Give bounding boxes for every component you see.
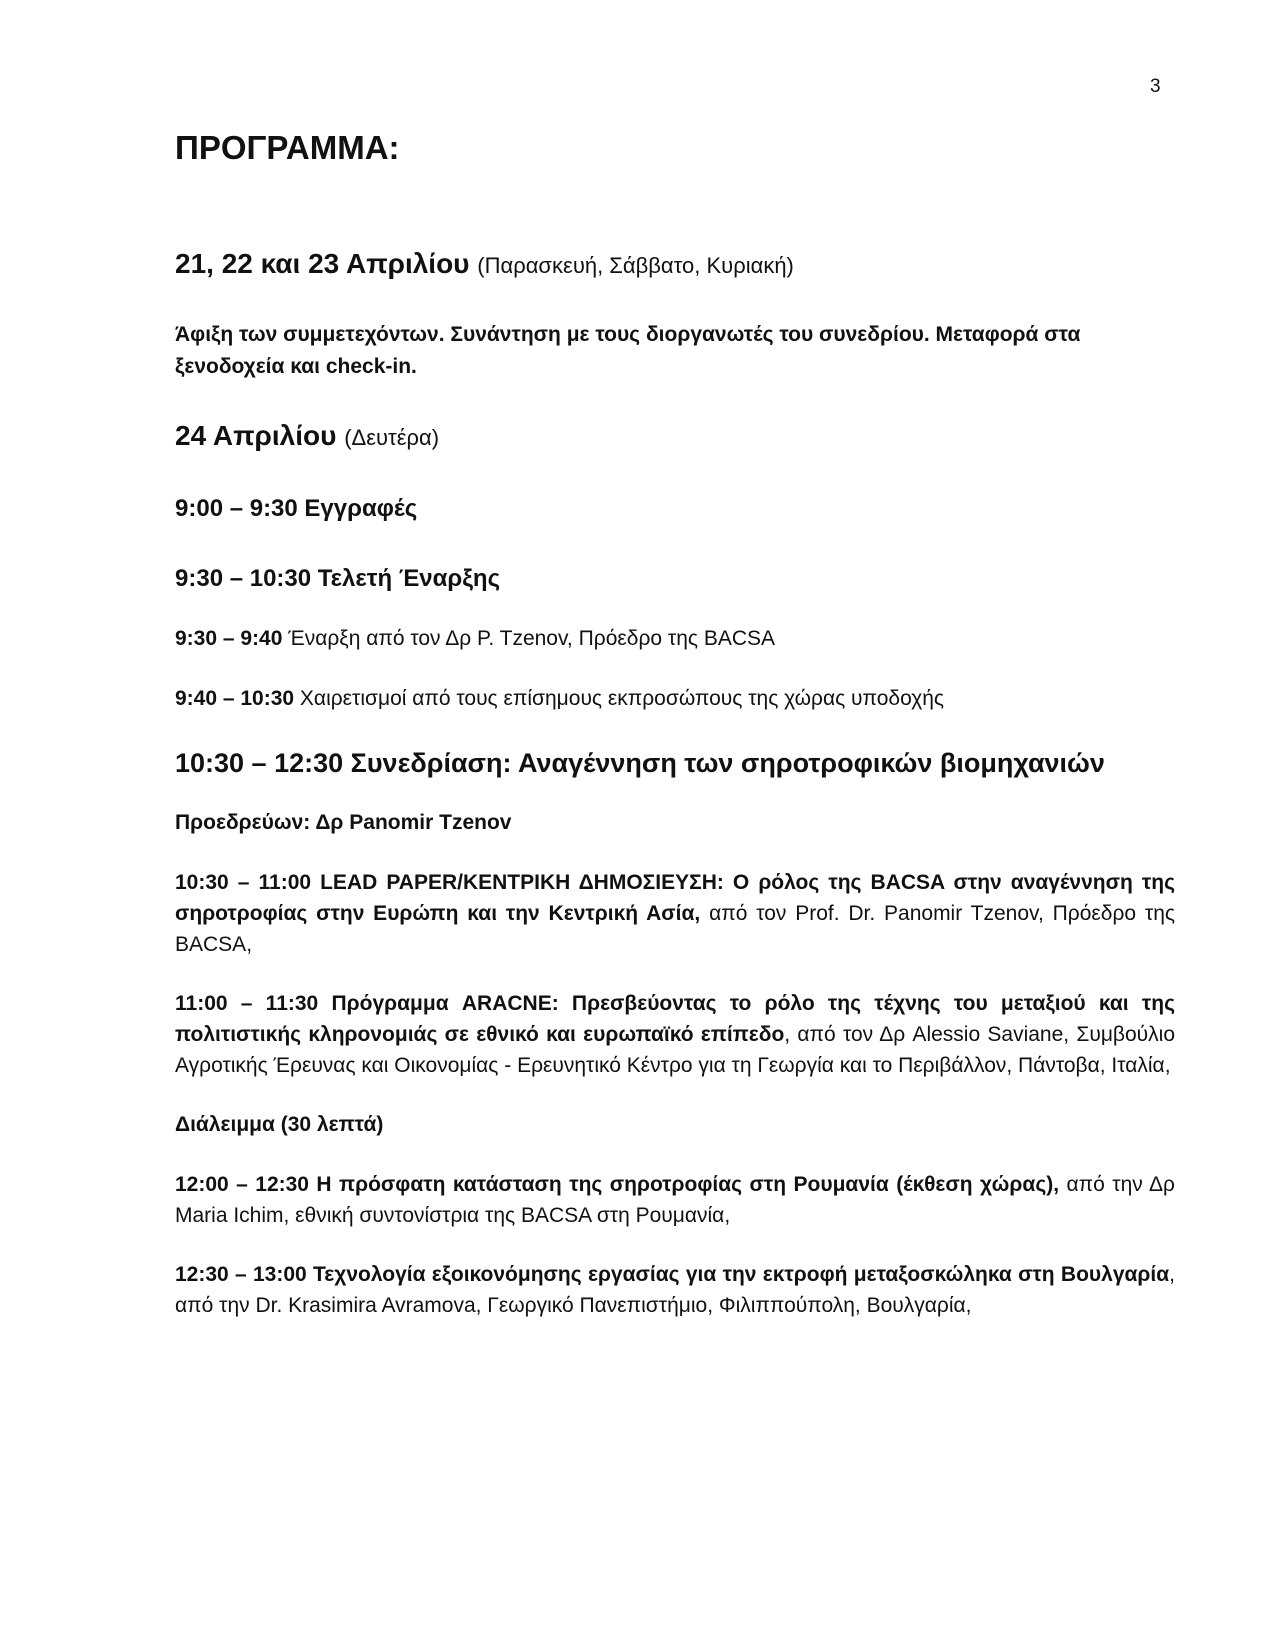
session-chair: Προεδρεύων: Δρ Panomir Tzenov (175, 811, 512, 834)
opening-item (175, 623, 1175, 655)
page-number: 3 (1150, 76, 1161, 97)
registration-slot: 9:00 – 9:30 Εγγραφές (175, 495, 418, 522)
talk-title: 11:00 – 11:30 Πρόγραμμα ARACNE: Πρεσβεύοντας το ρόλο της τέχνης του μεταξιού και της πολιτιστικής κληρονομιάς σε εθνικό και ευρωπαϊκό επίπεδο (175, 992, 1175, 1046)
day1-arrival: Άφιξη των συμμετεχόντων. Συνάντηση με τους διοργανωτές του συνεδρίου. Μεταφορά στα ξενοδοχεία και check-in. (175, 323, 1081, 378)
opening-item-time: 9:30 – 9:40 (175, 627, 283, 650)
session-heading: 10:30 – 12:30 Συνεδρίαση: Αναγέννηση των σηροτροφικών βιομηχανιών (175, 748, 1105, 778)
session-talk (175, 1259, 1175, 1321)
document-content (175, 128, 1175, 1321)
day2-heading (175, 417, 1175, 457)
talk-speaker: από τον Prof. Dr. Panomir Tzenov, Πρόεδρο της BACSA, (175, 902, 1175, 956)
talk-title: 12:30 – 13:00 Τεχνολογία εξοικονόμησης εργασίας για την εκτροφή μεταξοσκώληκα στη Βουλγαρία (175, 1263, 1170, 1286)
session-talk (175, 988, 1175, 1081)
session-talk (175, 867, 1175, 960)
talk-title: 12:00 – 12:30 Η πρόσφατη κατάσταση της σηροτροφίας στη Ρουμανία (έκθεση χώρας), (175, 1173, 1060, 1196)
day1-heading (175, 245, 1175, 285)
day1-date: 21, 22 και 23 Απριλίου (175, 248, 470, 279)
opening-item-text: Έναρξη από τον Δρ P. Tzenov, Πρόεδρο της BACSA (282, 627, 776, 650)
session-talk (175, 1169, 1175, 1231)
break-label: Διάλειμμα (30 λεπτά) (175, 1113, 384, 1136)
opening-ceremony-slot: 9:30 – 10:30 Τελετή Έναρξης (175, 565, 501, 592)
day2-weekday: (Δευτέρα) (344, 425, 440, 450)
opening-item-time: 9:40 – 10:30 (175, 687, 295, 710)
talk-title: 10:30 – 11:00 LEAD PAPER/ΚΕΝΤΡΙΚΗ ΔΗΜΟΣΙΕΥΣΗ: Ο ρόλος της BACSA στην αναγέννηση της σηροτροφίας στην Ευρώπη και την Κεντρική Ασία, (175, 871, 1175, 925)
opening-item (175, 683, 1175, 715)
talk-speaker: , από την Dr. Krasimira Avramova, Γεωργικό Πανεπιστήμιο, Φιλιππούπολη, Βουλγαρία, (175, 1263, 1175, 1317)
day2-date: 24 Απριλίου (175, 420, 337, 451)
talk-speaker: από την Δρ Maria Ichim, εθνική συντονίστρια της BACSA στη Ρουμανία, (175, 1173, 1176, 1227)
page-title: ΠΡΟΓΡΑΜΜΑ: (175, 129, 400, 166)
opening-item-text: Χαιρετισμοί από τους επίσημους εκπροσώπους της χώρας υποδοχής (294, 687, 945, 710)
day1-weekday: (Παρασκευή, Σάββατο, Κυριακή) (477, 253, 794, 278)
talk-speaker: , από τον Δρ Alessio Saviane, Συμβούλιο Αγροτικής Έρευνας και Οικονομίας - Ερευνητικό Κέντρο για τη Γεωργία και το Περιβάλλον, Πάντοβα, Ιταλία, (175, 1023, 1176, 1077)
